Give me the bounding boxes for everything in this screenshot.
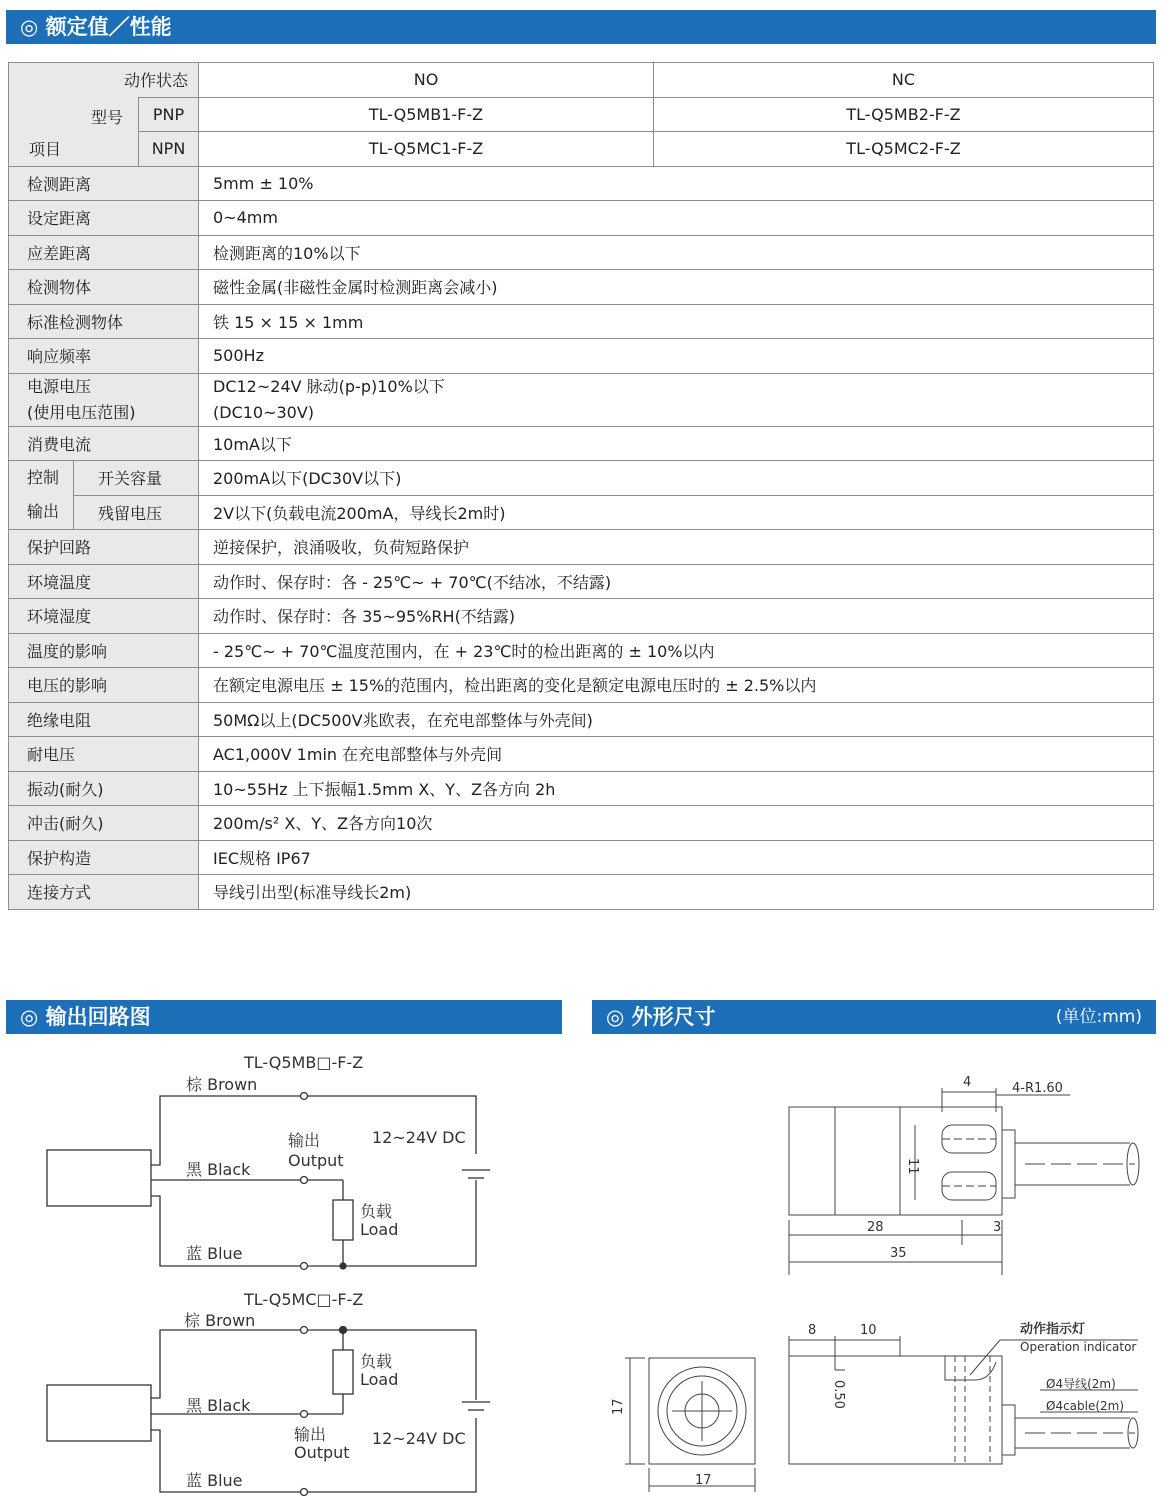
row-value: 逆接保护，浪涌吸收，负荷短路保护 [199, 530, 1154, 565]
row-label: 电压的影响 [9, 668, 199, 703]
model-label: 型号 [91, 108, 124, 127]
spec-row [9, 426, 1154, 461]
spec-row-control-1 [9, 461, 1154, 496]
circuit1-output-cn: 输出 [288, 1131, 321, 1150]
dim-8: 8 [808, 1323, 817, 1338]
power-value [199, 373, 1154, 426]
spec-row [9, 201, 1154, 236]
dim-4: 4 [963, 1075, 972, 1090]
section-rating-title: ◎ 额定值／性能 [20, 15, 172, 39]
cable-label-en: Ø4cable(2m) [1046, 1399, 1125, 1413]
row-label: 响应频率 [9, 339, 199, 374]
spec-row [9, 304, 1154, 339]
row-label: 检测距离 [9, 166, 199, 201]
row-label: 温度的影响 [9, 633, 199, 668]
npn-nc-model: TL-Q5MC2-F-Z [654, 132, 1154, 167]
row-value: 动作时、保存时：各 35~95%RH(不结露) [199, 599, 1154, 634]
circuit2-title: TL-Q5MC□-F-Z [244, 1290, 364, 1309]
indicator-label-cn: 动作指示灯 [1020, 1322, 1086, 1337]
section-rating-header [6, 10, 1156, 44]
row-value: 10~55Hz 上下振幅1.5mm X、Y、Z各方向 2h [199, 771, 1154, 806]
dim-17-vertical: 17 [611, 1398, 626, 1415]
section-dimensions-title: ◎ 外形尺寸 [606, 1005, 716, 1029]
circuit1-title: TL-Q5MB□-F-Z [244, 1053, 364, 1072]
row-label: 标准检测物体 [9, 304, 199, 339]
power-value-line2: (DC10~30V) [213, 402, 315, 422]
dim-3: 3 [993, 1220, 1002, 1235]
circuit1-load-en: Load [360, 1220, 399, 1239]
spec-row [9, 875, 1154, 910]
spec-row [9, 806, 1154, 841]
row-value: 10mA以下 [199, 426, 1154, 461]
section-circuit-header [6, 1000, 562, 1034]
header-row-pnp [9, 97, 1154, 132]
spec-row [9, 166, 1154, 201]
cable-label-cn: Ø4导线(2m) [1046, 1377, 1116, 1391]
pnp-label: PNP [139, 97, 199, 132]
row-label: 消费电流 [9, 426, 199, 461]
spec-table [8, 62, 1154, 910]
spec-row [9, 702, 1154, 737]
dimensions-unit: (单位:mm) [1055, 1007, 1142, 1027]
header-nc: NC [654, 63, 1154, 98]
row-label: 连接方式 [9, 875, 199, 910]
spec-row [9, 235, 1154, 270]
control-sub1: 开关容量 [74, 461, 199, 496]
spec-row [9, 270, 1154, 305]
control-sub2: 残留电压 [74, 495, 199, 530]
control-val2: 2V以下(负载电流200mA，导线长2m时) [199, 495, 1154, 530]
circuit2-output-cn: 输出 [294, 1425, 327, 1444]
row-value: 铁 15 × 15 × 1mm [199, 304, 1154, 339]
circuit-diagram [0, 1040, 570, 1504]
circuit2-supply: 12~24V DC [372, 1429, 466, 1448]
row-value: 导线引出型(标准导线长2m) [199, 875, 1154, 910]
circuit1-brown: 棕 Brown [186, 1075, 258, 1094]
circuit2-black: 黑 Black [186, 1396, 251, 1415]
circuit1-blue: 蓝 Blue [186, 1244, 243, 1263]
model-item-cell [9, 97, 139, 166]
circuit2-load-cn: 负载 [360, 1352, 393, 1371]
row-label: 保护构造 [9, 840, 199, 875]
pnp-no-model: TL-Q5MB1-F-Z [199, 97, 654, 132]
circuit2-output-en: Output [294, 1443, 350, 1462]
item-label: 项目 [29, 140, 62, 159]
dim-11: 11 [905, 1158, 920, 1175]
spec-row-power [9, 373, 1154, 426]
circuit1-output-en: Output [288, 1151, 344, 1170]
power-label [9, 373, 199, 426]
section-dimensions-header [592, 1000, 1156, 1034]
row-label: 检测物体 [9, 270, 199, 305]
circuit1-supply: 12~24V DC [372, 1128, 466, 1147]
spec-row [9, 840, 1154, 875]
header-no: NO [199, 63, 654, 98]
spec-row [9, 737, 1154, 772]
row-value: 200m/s² X、Y、Z各方向10次 [199, 806, 1154, 841]
header-row-state [9, 63, 1154, 98]
circuit1-load-cn: 负载 [360, 1202, 393, 1221]
dim-17-horizontal: 17 [695, 1473, 712, 1488]
header-row-npn [9, 132, 1154, 167]
row-value: 5mm ± 10% [199, 166, 1154, 201]
row-value: 50MΩ以上(DC500V兆欧表，在充电部整体与外壳间) [199, 702, 1154, 737]
circuit2-load-en: Load [360, 1370, 399, 1389]
row-value: IEC规格 IP67 [199, 840, 1154, 875]
dimension-drawing [570, 1040, 1162, 1504]
row-label: 环境温度 [9, 564, 199, 599]
row-label: 振动(耐久) [9, 771, 199, 806]
indicator-label-en: Operation indicator [1020, 1340, 1137, 1354]
spec-row [9, 668, 1154, 703]
state-label: 动作状态 [9, 63, 199, 98]
spec-row [9, 771, 1154, 806]
spec-row-control-2 [9, 495, 1154, 530]
row-label: 应差距离 [9, 235, 199, 270]
row-value: 500Hz [199, 339, 1154, 374]
circuit2-blue: 蓝 Blue [186, 1471, 243, 1490]
control-val1: 200mA以下(DC30V以下) [199, 461, 1154, 496]
circuit2-brown: 棕 Brown [184, 1311, 256, 1330]
control-label-bottom: 输出 [27, 502, 60, 521]
row-label: 保护回路 [9, 530, 199, 565]
spec-row [9, 633, 1154, 668]
spec-row [9, 530, 1154, 565]
control-label-top: 控制 [27, 468, 60, 487]
row-value: 动作时、保存时：各 - 25℃~ + 70℃(不结冰，不结露) [199, 564, 1154, 599]
power-value-line1: DC12~24V 脉动(p-p)10%以下 [213, 376, 445, 396]
spec-row [9, 339, 1154, 374]
row-value: 检测距离的10%以下 [199, 235, 1154, 270]
row-value: 磁性金属(非磁性金属时检测距离会减小) [199, 270, 1154, 305]
row-value: AC1,000V 1min 在充电部整体与外壳间 [199, 737, 1154, 772]
spec-row [9, 599, 1154, 634]
npn-label: NPN [139, 132, 199, 167]
row-label: 冲击(耐久) [9, 806, 199, 841]
row-value: - 25℃~ + 70℃温度范围内，在 + 23℃时的检出距离的 ± 10%以内 [199, 633, 1154, 668]
spec-row [9, 564, 1154, 599]
dim-28: 28 [867, 1220, 884, 1235]
dim-050: 0.50 [831, 1380, 846, 1409]
power-label-line2: (使用电压范围) [27, 402, 136, 422]
dim-35: 35 [890, 1246, 907, 1261]
row-label: 耐电压 [9, 737, 199, 772]
dim-r160: 4-R1.60 [1012, 1081, 1063, 1096]
row-label: 环境湿度 [9, 599, 199, 634]
npn-no-model: TL-Q5MC1-F-Z [199, 132, 654, 167]
row-value: 0~4mm [199, 201, 1154, 236]
pnp-nc-model: TL-Q5MB2-F-Z [654, 97, 1154, 132]
row-label: 绝缘电阻 [9, 702, 199, 737]
power-label-line1: 电源电压 [27, 376, 92, 396]
control-label [9, 461, 74, 530]
dim-10: 10 [860, 1323, 877, 1338]
circuit1-black: 黑 Black [186, 1160, 251, 1179]
row-value: 在额定电源电压 ± 15%的范围内，检出距离的变化是额定电源电压时的 ± 2.5%以内 [199, 668, 1154, 703]
section-circuit-title: ◎ 输出回路图 [20, 1005, 151, 1029]
row-label: 设定距离 [9, 201, 199, 236]
